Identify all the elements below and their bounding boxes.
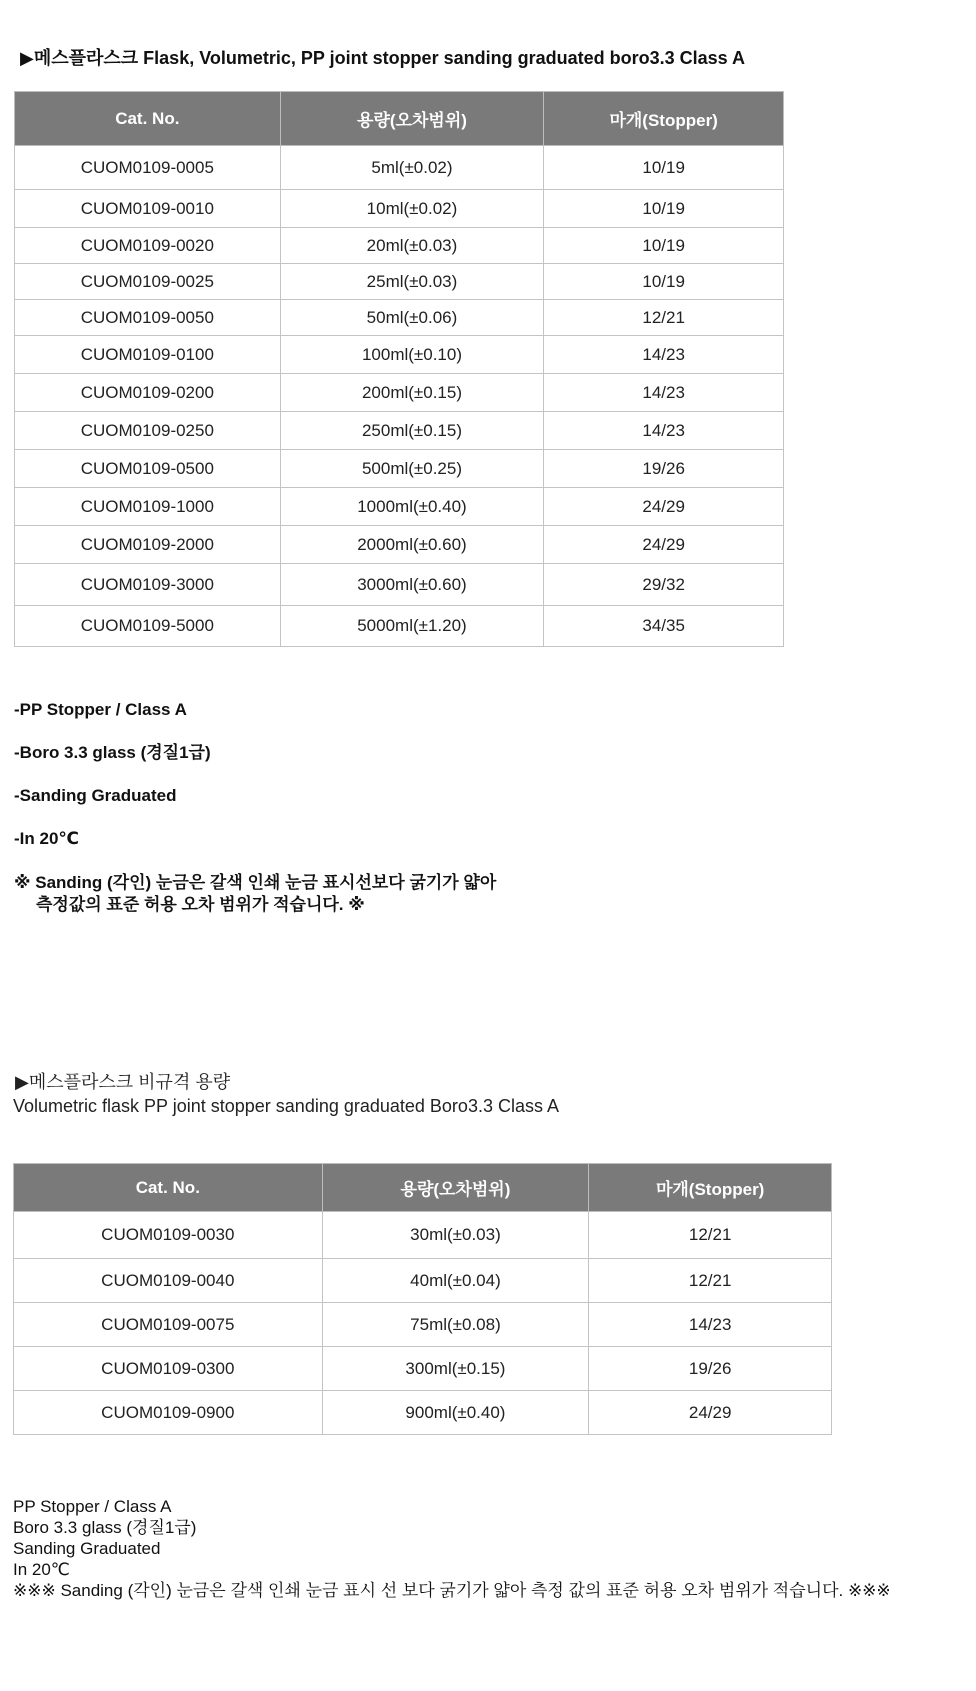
note-temperature: In 20℃	[13, 1560, 70, 1579]
table-header-row	[15, 92, 784, 146]
cell-capacity: 2000ml(±0.60)	[280, 526, 544, 564]
table-row	[15, 450, 784, 488]
cell-cat-no: CUOM0109-0040	[14, 1259, 323, 1303]
warning-line-1: ※ Sanding (각인) 눈금은 갈색 인쇄 눈금 표시선보다 굵기가 얇아	[14, 873, 497, 892]
cell-cat-no: CUOM0109-0030	[14, 1212, 323, 1259]
header-cat-no: Cat. No.	[15, 92, 281, 146]
table-row	[15, 526, 784, 564]
warning-note: ※※※ Sanding (각인) 눈금은 갈색 인쇄 눈금 표시 선 보다 굵기가 얇아 측정 값의 표준 허용 오차 범위가 적습니다. ※※※	[13, 1581, 891, 1600]
cell-capacity: 1000ml(±0.40)	[280, 488, 544, 526]
header-cat-no: Cat. No.	[14, 1164, 323, 1212]
note-stopper: PP Stopper / Class A	[13, 1497, 172, 1516]
table-row	[15, 336, 784, 374]
cell-stopper: 10/19	[544, 190, 784, 228]
cell-capacity: 200ml(±0.15)	[280, 374, 544, 412]
table-row	[15, 488, 784, 526]
section1-notes	[14, 700, 496, 916]
cell-cat-no: CUOM0109-0025	[15, 264, 281, 300]
cell-cat-no: CUOM0109-0075	[14, 1303, 323, 1347]
section1-title: ▶메스플라스크 Flask, Volumetric, PP joint stopper sanding graduated boro3.3 Class A	[20, 48, 745, 68]
header-stopper: 마개(Stopper)	[589, 1164, 832, 1212]
note-stopper: -PP Stopper / Class A	[14, 700, 187, 719]
spec-table-nonstandard	[13, 1163, 832, 1435]
cell-capacity: 75ml(±0.08)	[322, 1303, 589, 1347]
cell-stopper: 24/29	[544, 488, 784, 526]
header-stopper: 마개(Stopper)	[544, 92, 784, 146]
table-row	[14, 1212, 832, 1259]
cell-cat-no: CUOM0109-2000	[15, 526, 281, 564]
cell-cat-no: CUOM0109-0250	[15, 412, 281, 450]
cell-stopper: 14/23	[544, 336, 784, 374]
table-row	[15, 564, 784, 606]
cell-stopper: 10/19	[544, 264, 784, 300]
section2-subtitle: Volumetric flask PP joint stopper sanding graduated Boro3.3 Class A	[13, 1096, 559, 1116]
cell-cat-no: CUOM0109-0005	[15, 146, 281, 190]
cell-stopper: 24/29	[544, 526, 784, 564]
section2-heading	[15, 1070, 559, 1118]
note-sanding: -Sanding Graduated	[14, 786, 177, 805]
table-row	[15, 300, 784, 336]
table-header-row	[14, 1164, 832, 1212]
cell-stopper: 29/32	[544, 564, 784, 606]
section2-title: ▶메스플라스크 비규격 용량	[15, 1072, 231, 1092]
cell-capacity: 300ml(±0.15)	[322, 1347, 589, 1391]
cell-cat-no: CUOM0109-0010	[15, 190, 281, 228]
cell-stopper: 10/19	[544, 228, 784, 264]
cell-cat-no: CUOM0109-0300	[14, 1347, 323, 1391]
cell-cat-no: CUOM0109-0500	[15, 450, 281, 488]
table-row	[15, 374, 784, 412]
cell-cat-no: CUOM0109-5000	[15, 606, 281, 647]
table-row	[15, 228, 784, 264]
cell-stopper: 12/21	[544, 300, 784, 336]
cell-capacity: 5ml(±0.02)	[280, 146, 544, 190]
cell-capacity: 25ml(±0.03)	[280, 264, 544, 300]
cell-capacity: 100ml(±0.10)	[280, 336, 544, 374]
header-capacity: 용량(오차범위)	[280, 92, 544, 146]
cell-capacity: 40ml(±0.04)	[322, 1259, 589, 1303]
cell-stopper: 14/23	[544, 374, 784, 412]
table-row	[14, 1259, 832, 1303]
cell-stopper: 24/29	[589, 1391, 832, 1435]
cell-capacity: 3000ml(±0.60)	[280, 564, 544, 606]
table-row	[14, 1391, 832, 1435]
cell-capacity: 900ml(±0.40)	[322, 1391, 589, 1435]
table-row	[15, 606, 784, 647]
cell-stopper: 34/35	[544, 606, 784, 647]
cell-cat-no: CUOM0109-0200	[15, 374, 281, 412]
note-sanding: Sanding Graduated	[13, 1539, 161, 1558]
cell-capacity: 20ml(±0.03)	[280, 228, 544, 264]
cell-stopper: 14/23	[589, 1303, 832, 1347]
warning-note	[14, 872, 496, 916]
cell-capacity: 5000ml(±1.20)	[280, 606, 544, 647]
cell-stopper: 19/26	[589, 1347, 832, 1391]
cell-stopper: 12/21	[589, 1259, 832, 1303]
table-row	[15, 264, 784, 300]
cell-stopper: 14/23	[544, 412, 784, 450]
table-row	[14, 1347, 832, 1391]
section2-notes	[13, 1496, 976, 1601]
cell-stopper: 12/21	[589, 1212, 832, 1259]
warning-line-2: 측정값의 표준 허용 오차 범위가 적습니다. ※	[36, 895, 365, 914]
cell-stopper: 10/19	[544, 146, 784, 190]
cell-cat-no: CUOM0109-0900	[14, 1391, 323, 1435]
note-temperature: -In 20℃	[14, 829, 79, 848]
cell-cat-no: CUOM0109-0100	[15, 336, 281, 374]
cell-capacity: 10ml(±0.02)	[280, 190, 544, 228]
table-row	[15, 190, 784, 228]
note-glass: -Boro 3.3 glass (경질1급)	[14, 743, 211, 762]
cell-capacity: 50ml(±0.06)	[280, 300, 544, 336]
header-capacity: 용량(오차범위)	[322, 1164, 589, 1212]
cell-capacity: 250ml(±0.15)	[280, 412, 544, 450]
cell-cat-no: CUOM0109-0050	[15, 300, 281, 336]
cell-capacity: 30ml(±0.03)	[322, 1212, 589, 1259]
cell-stopper: 19/26	[544, 450, 784, 488]
cell-cat-no: CUOM0109-0020	[15, 228, 281, 264]
table-row	[15, 146, 784, 190]
cell-cat-no: CUOM0109-1000	[15, 488, 281, 526]
cell-cat-no: CUOM0109-3000	[15, 564, 281, 606]
cell-capacity: 500ml(±0.25)	[280, 450, 544, 488]
note-glass: Boro 3.3 glass (경질1급)	[13, 1518, 197, 1537]
table-row	[14, 1303, 832, 1347]
table-row	[15, 412, 784, 450]
spec-table-standard	[14, 91, 784, 647]
